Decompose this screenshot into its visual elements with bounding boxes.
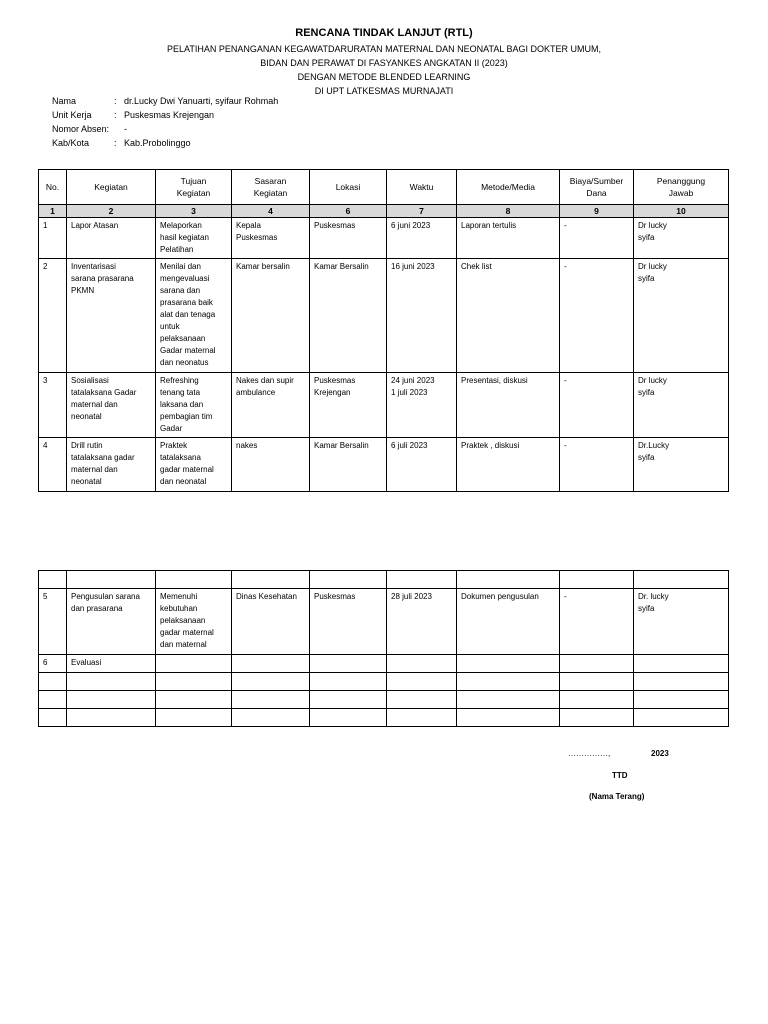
cell-lokasi	[310, 571, 387, 589]
cell-tujuan: Praktek tatalaksana gadar maternal dan neonatal	[156, 438, 232, 492]
cell-penanggung-jawab	[634, 571, 729, 589]
table-row	[39, 438, 729, 492]
subtitle-line: BIDAN DAN PERAWAT DI FASYANKES ANGKATAN II (2023)	[260, 58, 508, 68]
table-row	[39, 709, 729, 727]
cell-sasaran	[232, 709, 310, 727]
header-cell: Lokasi	[310, 170, 387, 205]
signature-ttd: TTD	[612, 771, 628, 780]
column-number: 4	[232, 205, 310, 218]
subtitle-line: DENGAN METODE BLENDED LEARNING	[297, 72, 471, 82]
cell-sasaran: Kamar bersalin	[232, 259, 310, 373]
cell-biaya	[560, 655, 634, 673]
table-row	[39, 373, 729, 438]
cell-lokasi: Puskesmas Krejengan	[310, 373, 387, 438]
cell-waktu: 6 juli 2023	[387, 438, 457, 492]
info-colon: :	[114, 110, 117, 120]
table-row	[39, 673, 729, 691]
cell-metode: Praktek , diskusi	[457, 438, 560, 492]
column-number: 2	[67, 205, 156, 218]
cell-penanggung-jawab	[634, 655, 729, 673]
cell-no	[39, 709, 67, 727]
cell-tujuan	[156, 709, 232, 727]
signature-place-date: ……………,	[568, 749, 611, 758]
cell-waktu: 24 juni 2023 1 juli 2023	[387, 373, 457, 438]
cell-biaya: -	[560, 259, 634, 373]
header-cell: Metode/Media	[457, 170, 560, 205]
info-row-kab-kota	[52, 138, 278, 152]
subtitle-line: PELATIHAN PENANGANAN KEGAWATDARURATAN MATERNAL DAN NEONATAL BAGI DOKTER UMUM,	[166, 44, 602, 54]
header-cell: Biaya/Sumber Dana	[560, 170, 634, 205]
info-value: dr.Lucky Dwi Yanuarti, syifaur Rohmah	[124, 96, 279, 106]
cell-kegiatan	[67, 571, 156, 589]
column-number-row	[39, 205, 729, 218]
table-row	[39, 589, 729, 655]
info-row-unit-kerja	[52, 110, 278, 124]
cell-lokasi	[310, 709, 387, 727]
cell-waktu	[387, 673, 457, 691]
cell-waktu: 28 juli 2023	[387, 589, 457, 655]
cell-sasaran: Dinas Kesehatan	[232, 589, 310, 655]
cell-metode	[457, 709, 560, 727]
cell-biaya	[560, 673, 634, 691]
cell-lokasi	[310, 691, 387, 709]
cell-kegiatan: Evaluasi	[67, 655, 156, 673]
cell-biaya: -	[560, 218, 634, 259]
table-row	[39, 259, 729, 373]
cell-biaya	[560, 709, 634, 727]
cell-tujuan	[156, 673, 232, 691]
info-colon: :	[114, 138, 117, 148]
info-label: Nomor Absen:	[52, 124, 110, 134]
cell-sasaran: Nakes dan supir ambulance	[232, 373, 310, 438]
cell-penanggung-jawab	[634, 691, 729, 709]
cell-tujuan: Memenuhi kebutuhan pelaksanaan gadar maternal dan maternal	[156, 589, 232, 655]
header-cell: Kegiatan	[67, 170, 156, 205]
cell-penanggung-jawab: Dr. lucky syifa	[634, 589, 729, 655]
cell-penanggung-jawab	[634, 709, 729, 727]
cell-metode: Dokumen pengusulan	[457, 589, 560, 655]
document-subtitle	[0, 42, 768, 98]
signature-year: 2023	[651, 749, 669, 758]
cell-metode	[457, 655, 560, 673]
table-row	[39, 691, 729, 709]
cell-penanggung-jawab: Dr.Lucky syifa	[634, 438, 729, 492]
cell-sasaran	[232, 673, 310, 691]
cell-biaya: -	[560, 589, 634, 655]
rtl-table-page1	[38, 169, 729, 492]
info-colon: :	[114, 96, 117, 106]
info-label: Unit Kerja	[52, 110, 92, 120]
cell-no	[39, 673, 67, 691]
document-title: RENCANA TINDAK LANJUT (RTL)	[295, 27, 473, 39]
signature-name: (Nama Terang)	[589, 792, 645, 801]
cell-no: 4	[39, 438, 67, 492]
cell-no: 2	[39, 259, 67, 373]
column-number: 9	[560, 205, 634, 218]
cell-tujuan	[156, 571, 232, 589]
cell-waktu	[387, 655, 457, 673]
cell-tujuan: Menilai dan mengevaluasi sarana dan prasarana baik alat dan tenaga untuk pelaksanaan Gadar maternal dan neonatus	[156, 259, 232, 373]
header-cell: Sasaran Kegiatan	[232, 170, 310, 205]
header-cell: Waktu	[387, 170, 457, 205]
cell-kegiatan: Lapor Atasan	[67, 218, 156, 259]
table-row	[39, 655, 729, 673]
column-number: 6	[310, 205, 387, 218]
cell-metode: Laporan tertulis	[457, 218, 560, 259]
cell-sasaran	[232, 691, 310, 709]
cell-lokasi: Kamar Bersalin	[310, 259, 387, 373]
table-row	[39, 571, 729, 589]
cell-metode	[457, 691, 560, 709]
cell-no: 5	[39, 589, 67, 655]
cell-penanggung-jawab: Dr lucky syifa	[634, 218, 729, 259]
cell-penanggung-jawab: Dr lucky syifa	[634, 259, 729, 373]
cell-kegiatan: Drill rutin tatalaksana gadar maternal dan neonatal	[67, 438, 156, 492]
cell-biaya: -	[560, 438, 634, 492]
cell-no: 6	[39, 655, 67, 673]
cell-kegiatan: Pengusulan sarana dan prasarana	[67, 589, 156, 655]
cell-lokasi: Kamar Bersalin	[310, 438, 387, 492]
cell-no	[39, 691, 67, 709]
info-label: Kab/Kota	[52, 138, 90, 148]
cell-no	[39, 571, 67, 589]
column-number: 3	[156, 205, 232, 218]
info-row-nomor-absen	[52, 124, 278, 138]
info-row-nama	[52, 96, 278, 110]
info-label: Nama	[52, 96, 77, 106]
cell-biaya	[560, 691, 634, 709]
column-number: 10	[634, 205, 729, 218]
cell-penanggung-jawab	[634, 673, 729, 691]
info-colon	[114, 124, 124, 138]
cell-lokasi	[310, 655, 387, 673]
cell-waktu	[387, 709, 457, 727]
header-cell: No.	[39, 170, 67, 205]
cell-waktu	[387, 691, 457, 709]
rtl-table-page2	[38, 570, 729, 727]
header-row	[39, 170, 729, 205]
cell-sasaran: nakes	[232, 438, 310, 492]
cell-kegiatan	[67, 709, 156, 727]
cell-sasaran	[232, 655, 310, 673]
cell-metode	[457, 673, 560, 691]
cell-waktu	[387, 571, 457, 589]
cell-no: 3	[39, 373, 67, 438]
cell-sasaran	[232, 571, 310, 589]
cell-kegiatan: Inventarisasi sarana prasarana PKMN	[67, 259, 156, 373]
cell-metode: Chek list	[457, 259, 560, 373]
cell-lokasi	[310, 673, 387, 691]
cell-waktu: 16 juni 2023	[387, 259, 457, 373]
header-cell: Penanggung Jawab	[634, 170, 729, 205]
cell-penanggung-jawab: Dr lucky syifa	[634, 373, 729, 438]
cell-tujuan	[156, 655, 232, 673]
cell-kegiatan	[67, 673, 156, 691]
cell-lokasi: Puskesmas	[310, 218, 387, 259]
info-value: Kab.Probolinggo	[124, 138, 191, 148]
cell-kegiatan	[67, 691, 156, 709]
info-value: -	[124, 124, 127, 134]
participant-info	[52, 96, 278, 152]
cell-tujuan: Refreshing tenang tata laksana dan pembagian tim Gadar	[156, 373, 232, 438]
header-cell: Tujuan Kegiatan	[156, 170, 232, 205]
cell-tujuan: Melaporkan hasil kegiatan Pelatihan	[156, 218, 232, 259]
cell-metode: Presentasi, diskusi	[457, 373, 560, 438]
column-number: 7	[387, 205, 457, 218]
cell-metode	[457, 571, 560, 589]
column-number: 8	[457, 205, 560, 218]
cell-sasaran: Kepala Puskesmas	[232, 218, 310, 259]
cell-biaya	[560, 571, 634, 589]
cell-kegiatan: Sosialisasi tatalaksana Gadar maternal dan neonatal	[67, 373, 156, 438]
subtitle-line: DI UPT LATKESMAS MURNAJATI	[314, 86, 454, 96]
cell-biaya: -	[560, 373, 634, 438]
info-value: Puskesmas Krejengan	[124, 110, 215, 120]
cell-lokasi: Puskesmas	[310, 589, 387, 655]
table-row	[39, 218, 729, 259]
cell-no: 1	[39, 218, 67, 259]
column-number: 1	[39, 205, 67, 218]
cell-waktu: 6 juni 2023	[387, 218, 457, 259]
cell-tujuan	[156, 691, 232, 709]
